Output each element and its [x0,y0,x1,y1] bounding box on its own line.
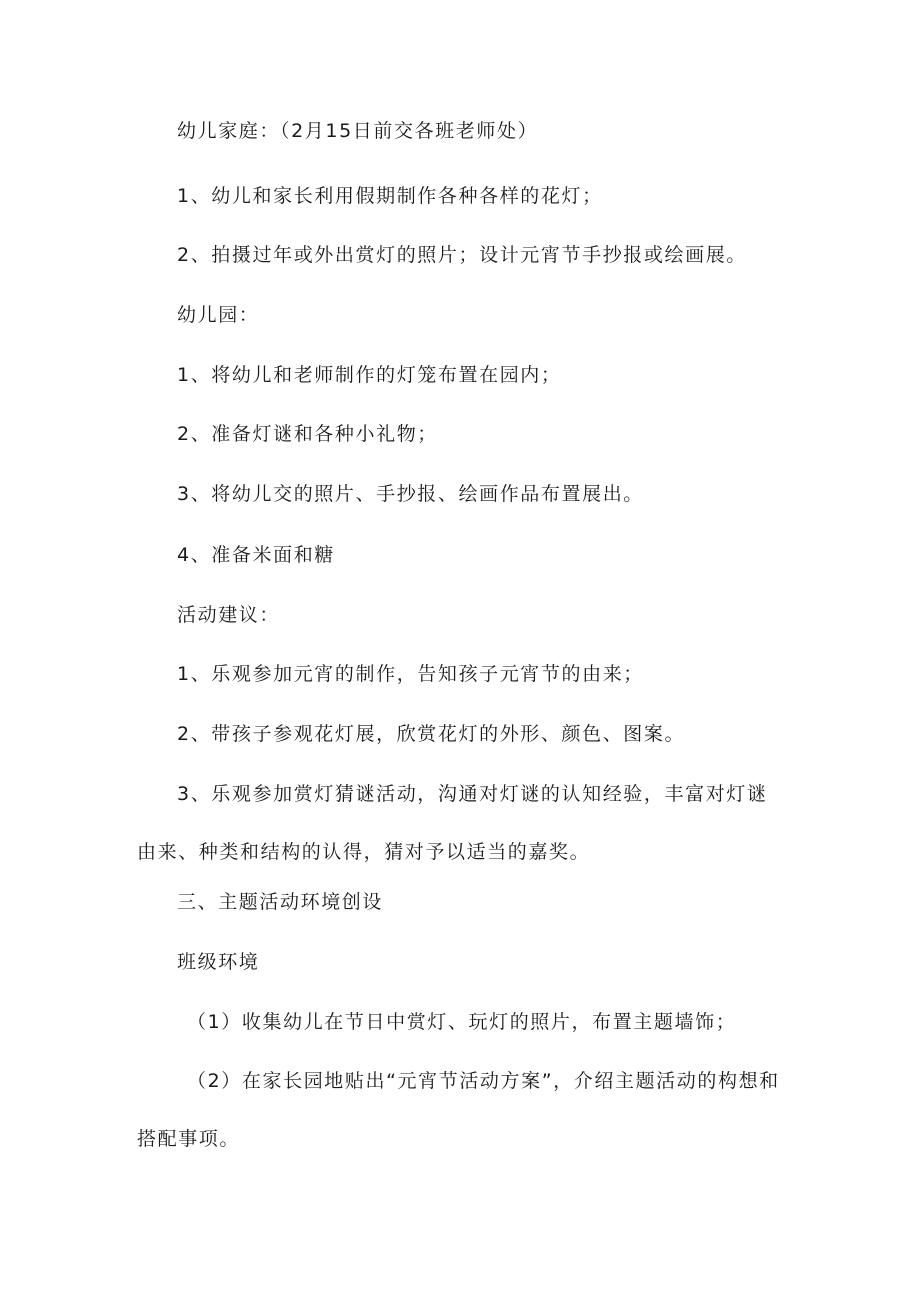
paragraph-kindergarten-heading: 幼儿园： [177,304,260,326]
paragraph-class-environment: 班级环境 [177,951,260,973]
paragraph-kindergarten-item-2: 2、准备灯谜和各种小礼物； [177,423,438,445]
paragraph-suggestion-2: 2、带孩子参观花灯展，欣赏花灯的外形、颜色、图案。 [177,723,686,745]
paragraph-suggestion-3: 3、乐观参加赏灯猜谜活动，沟通对灯谜的认知经验，丰富对灯谜由来、种类和结构的认得，猜对予以适当的嘉奖。 [137,783,768,863]
paragraph-kindergarten-item-4: 4、准备米面和糖 [177,544,335,566]
paragraph-environment-item-1: （1）收集幼儿在节日中赏灯、玩灯的照片，布置主题墙饰； [187,1011,737,1033]
paragraph-kindergarten-item-3: 3、将幼儿交的照片、手抄报、绘画作品布置展出。 [177,483,644,505]
paragraph-family-item-1: 1、幼儿和家长利用假期制作各种各样的花灯； [177,185,603,207]
paragraph-suggestions-heading: 活动建议： [177,604,281,626]
paragraph-family-heading: 幼儿家庭：（2月15日前交各班老师处） [177,120,539,142]
section-three-heading: 三、主题活动环境创设 [177,891,384,913]
paragraph-family-item-2: 2、拍摄过年或外出赏灯的照片；设计元宵节手抄报或绘画展。 [177,244,747,266]
paragraph-suggestion-1: 1、乐观参加元宵的制作，告知孩子元宵节的由来； [177,663,644,685]
paragraph-environment-item-2: （2）在家长园地贴出“元宵节活动方案”，介绍主题活动的构想和搭配事项。 [137,1070,780,1150]
paragraph-kindergarten-item-1: 1、将幼儿和老师制作的灯笼布置在园内； [177,364,562,386]
